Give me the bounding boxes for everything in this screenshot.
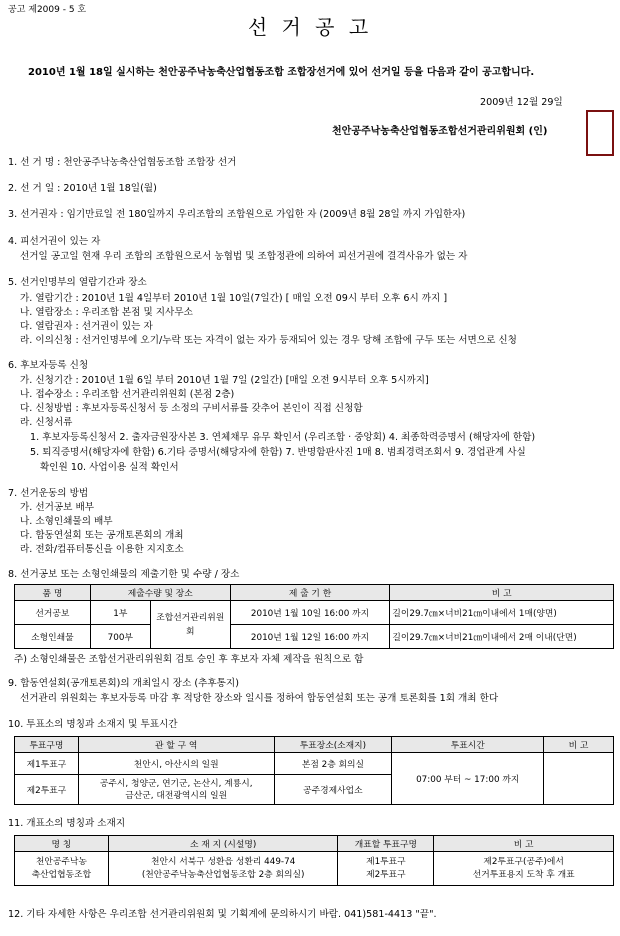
table-row: [15, 852, 614, 886]
table-cell: 제1투표구: [15, 753, 79, 775]
table-cell: 2010년 1월 12일 16:00 까지: [230, 625, 390, 649]
table-header-cell: 제 출 기 한: [230, 585, 390, 601]
section-1: 1. 선 거 명 : 천안공주낙농축산업협동조합 조합장 선거: [8, 157, 237, 168]
section-4-heading: 4. 피선거권이 있는 자: [8, 236, 101, 247]
section-7-item: 다. 합동연설회 또는 공개토론회의 개최: [20, 530, 184, 541]
section-11-heading: 11. 개표소의 명칭과 소재지: [8, 818, 126, 829]
table-cell: [108, 852, 338, 886]
cell-line: 제2투표구: [366, 869, 406, 880]
official-seal: [586, 110, 614, 156]
section-7-item: 나. 소형인쇄물의 배부: [20, 516, 113, 527]
section-5-item: 나. 열람장소 : 우리조합 본점 및 지사무소: [20, 307, 193, 318]
section-10-heading: 10. 투표소의 명칭과 소재지 및 투표시간: [8, 719, 178, 730]
cell-line: 축산업협동조합: [31, 869, 92, 880]
table-cell: 선거공보: [15, 601, 91, 625]
table-header-cell: 제출수량 및 장소: [90, 585, 230, 601]
table-cell: 700부: [90, 625, 150, 649]
table-cell: 제2투표구: [15, 775, 79, 805]
table-cell: [544, 753, 614, 805]
intro-text: 2010년 1월 18일 실시하는 천안공주낙농축산업협동조합 조합장선거에 있어 선거일 등을 다음과 같이 공고합니다.: [28, 67, 535, 78]
table-row: [15, 601, 614, 625]
cell-line: (천안공주낙농축산업협동조합 2층 회의실): [141, 869, 305, 880]
table-header-cell: 품 명: [15, 585, 91, 601]
cell-line: 천안시 서북구 성환읍 성환리 449-74: [150, 856, 296, 867]
section-3: 3. 선거권자 : 임기만료일 전 180일까지 우리조합의 조합원으로 가입한 자 (2009년 8월 28일 까지 가입한자): [8, 209, 466, 220]
section-6-item: 가. 신청기간 : 2010년 1월 6일 부터 2010년 1월 7일 (2일간) [매일 오전 9시부터 오후 5시까지]: [20, 375, 429, 386]
table-header-row: [15, 737, 614, 753]
section-9-heading: 9. 합동연설회(공개토론회)의 개최일시 장소 (추후통지): [8, 678, 239, 689]
issuer-name: 천안공주낙농축산업협동조합선거관리위원회 (인): [332, 126, 548, 137]
section-8-heading: 8. 선거공보 또는 소형인쇄물의 제출기한 및 수량 / 장소: [8, 569, 240, 580]
cell-line: 공주시, 청양군, 연기군, 논산시, 계룡시,: [99, 778, 253, 789]
table-cell: [338, 852, 434, 886]
section-5-item: 다. 열람권자 : 선거권이 있는 자: [20, 321, 153, 332]
table-cell: [15, 852, 109, 886]
required-documents-line: 확인원 10. 사업이용 실적 확인서: [40, 462, 179, 473]
table-row: [15, 625, 614, 649]
cell-line: 천안공주낙농: [35, 856, 87, 867]
table-header-cell: 명 칭: [15, 836, 109, 852]
section-7-item: 가. 선거공보 배부: [20, 502, 95, 513]
page-title: 선 거 공 고: [247, 15, 373, 39]
table-cell: [434, 852, 614, 886]
section-12: 12. 기타 자세한 사항은 우리조합 선거관리위원회 및 기획계에 문의하시기 바람. 041)581-4413 "끝".: [8, 909, 437, 920]
notice-date: 2009년 12월 29일: [480, 97, 563, 108]
table-header-cell: 투표장소(소재지): [274, 737, 392, 753]
section-5-item: 가. 열람기간 : 2010년 1월 4일부터 2010년 1월 10일(7일간) [ 매일 오전 09시 부터 오후 6시 까지 ]: [20, 293, 448, 304]
campaign-material-table: [14, 584, 614, 649]
table-header-cell: 비 고: [544, 737, 614, 753]
table-cell: 길이29.7㎝×너비21㎝이내에서 1매(양면): [390, 601, 614, 625]
table-cell: 본점 2층 회의실: [274, 753, 392, 775]
table-row: [15, 753, 614, 775]
table-header-cell: 비 고: [390, 585, 614, 601]
table-header-cell: 투표시간: [392, 737, 544, 753]
section-5-heading: 5. 선거인명부의 열람기간과 장소: [8, 277, 147, 288]
cell-line: 제1투표구: [366, 856, 406, 867]
section-6-item: 라. 신청서류: [20, 417, 73, 428]
section-5-item: 라. 이의신청 : 선거인명부에 오기/누락 또는 자격이 없는 자가 등재되어 있는 경우 당해 조합에 구두 또는 서면으로 신청: [20, 335, 517, 346]
table-cell: [78, 775, 274, 805]
required-documents-line: 5. 퇴직증명서(해당자에 한함) 6.기타 증명서(해당자에 한함) 7. 반명함판사진 1매 8. 범죄경력조회서 9. 경업관계 사실: [30, 447, 526, 458]
section-2: 2. 선 거 일 : 2010년 1월 18일(월): [8, 183, 157, 194]
section-4-body: 선거일 공고일 현재 우리 조합의 조합원으로서 농협법 및 조합정관에 의하여 피선거권에 결격사유가 없는 자: [20, 251, 468, 262]
table-header-cell: 개표할 투표구명: [338, 836, 434, 852]
section-8-note: 주) 소형인쇄물은 조합선거관리위원회 검토 승인 후 후보자 자체 제작을 원칙으로 함: [14, 654, 364, 665]
table-cell: 2010년 1월 10일 16:00 까지: [230, 601, 390, 625]
table-cell: 공주경제사업소: [274, 775, 392, 805]
table-header-row: [15, 585, 614, 601]
section-6-heading: 6. 후보자등록 신청: [8, 360, 89, 371]
table-header-row: [15, 836, 614, 852]
section-6-item: 나. 접수장소 : 우리조합 선거관리위원회 (본점 2층): [20, 389, 235, 400]
cell-line: 금산군, 대전광역시의 일원: [125, 790, 228, 801]
table-header-cell: 투표구명: [15, 737, 79, 753]
required-documents-line: 1. 후보자등록신청서 2. 출자금원장사본 3. 연체채무 유무 확인서 (우리조합 · 중앙회) 4. 최종학력증명서 (해당자에 한함): [30, 432, 536, 443]
counting-station-table: [14, 835, 614, 886]
table-cell: 조합선거관리위원회: [150, 601, 230, 649]
section-7-item: 라. 전화/컴퓨터통신을 이용한 지지호소: [20, 544, 184, 555]
section-7-heading: 7. 선거운동의 방법: [8, 488, 89, 499]
table-header-cell: 관 할 구 역: [78, 737, 274, 753]
notice-number: 공고 제2009 - 5 호: [8, 5, 87, 15]
table-header-cell: 소 재 지 (시설명): [108, 836, 338, 852]
table-header-cell: 비 고: [434, 836, 614, 852]
polling-station-table: [14, 736, 614, 805]
cell-line: 제2투표구(공주)에서: [483, 856, 564, 867]
section-9-body: 선거관리 위원회는 후보자등록 마감 후 적당한 장소와 일시를 정하여 합동연설회 또는 공개 토론회를 1회 개최 한다: [20, 693, 499, 704]
table-cell: 07:00 부터 ~ 17:00 까지: [392, 753, 544, 805]
cell-line: 선거투표용지 도착 후 개표: [472, 869, 575, 880]
table-cell: 1부: [90, 601, 150, 625]
table-cell: 소형인쇄물: [15, 625, 91, 649]
table-cell: 길이29.7㎝×너비21㎝이내에서 2매 이내(단면): [390, 625, 614, 649]
section-6-item: 다. 신청방법 : 후보자등록신청서 등 소정의 구비서류를 갖추어 본인이 직접 신청함: [20, 403, 363, 414]
table-cell: 천안시, 아산시의 일원: [78, 753, 274, 775]
